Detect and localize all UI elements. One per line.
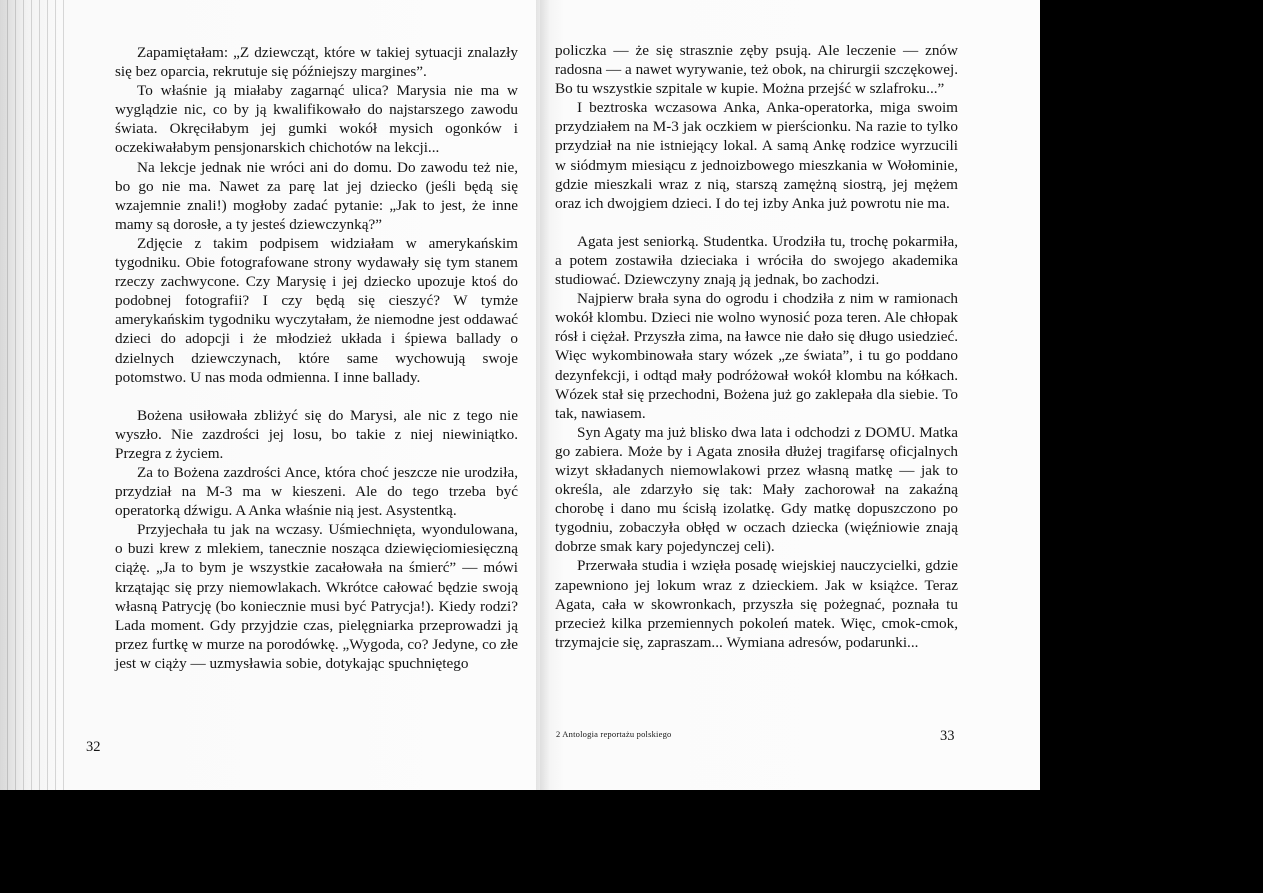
paragraph: Najpierw brała syna do ogrodu i chodziła z nim w ramionach wokół klombu. Dzieci nie wolno wynosić poza teren. Ale chłopak rósł i ciężał. Przyszła zima, na ławce nie dało się długo usiedzieć. Więc wykombinowała stary wózek „ze świata”, i tu go poddano dezynfekcji, i odtąd mały podróżował wokół klombu na kółkach. Wózek stał się przechodni, Bożena już go zaklepała dla siebie. To tak, nawiasem. <box>555 290 958 422</box>
dark-background-bottom <box>0 790 1263 893</box>
paragraph: Na lekcje jednak nie wróci ani do domu. Do zawodu też nie, bo go nie ma. Nawet za parę lat jej dziecko (jeśli będą się wzajemnie znali!) mogłoby zadać pytanie: „Jak to jest, że inne mamy są dorosłe, a ty jesteś dziewczynką?” <box>115 158 518 233</box>
paragraph: Zapamiętałam: „Z dziewcząt, które w takiej sytuacji znalazły się bez oparcia, rekrutuje się późniejszy margines”. <box>115 44 518 81</box>
paragraph: Syn Agaty ma już blisko dwa lata i odchodzi z DOMU. Matka go zabiera. Może by i Agata znosiła dłużej tragifarsę oficjalnych wizyt składanych niemowlakowi przez własną matkę — jak to określa, ale zdarzyło się tak: Mały zachorował na zakaźną chorobę i dano mu ścisłą izolatkę. Gdy matkę dopuszczono po tygodniu, zobaczyła obłęd w oczach dziecka (więźniowie znają dobrze smak kary pojedynczej celi). <box>555 423 958 556</box>
left-text-column <box>115 43 518 673</box>
paragraph: Zdjęcie z takim podpisem widziałam w amerykańskim tygodniku. Obie fotografowane strony wydawały się tym stanem rzeczy zachwycone. Czy Marysię i jej dziecko upozuje ktoś do podobnej fotografii? I czy będą się cieszyć? W tymże amerykańskim tygodniku wyczytałam, że niemodne jest oddawać dzieci do adopcji i że młodzież układa i śpiewa ballady o dzielnych dziewczynach, które same wychowują swoje potomstwo. U nas moda odmienna. I inne ballady. <box>115 234 518 386</box>
paragraph: I beztroska wczasowa Anka, Anka-operatorka, miga swoim przydziałem na M-3 jak oczkiem w pierścionku. Na razie to tylko przydział na nie istniejący lokal. A samą Ankę rodzice wyrzucili w siódmym miesiącu z jednoizbowego mieszkania w Wołominie, gdzie mieszkali wraz z nią, starszą zamężną siostrą, jej mężem oraz ich dwojgiem dzieci. I do tej izby Anka już powrotu nie ma. <box>555 99 958 212</box>
paragraph: Przerwała studia i wzięła posadę wiejskiej nauczycielki, gdzie zapewniono jej lokum wraz z dzieckiem. Jak w książce. Teraz Agata, cała w skowronkach, przyszła się pożegnać, poznała tu przecież kilka przemiennych pokoleń matek. Więc, cmok-cmok, trzymajcie się, zapraszam... Wymiana adresów, podarunki... <box>555 557 958 651</box>
paragraph: To właśnie ją miałaby zagarnąć ulica? Marysia nie ma w wyglądzie nic, co by ją kwalifikowało do najstarszego zawodu świata. Okręciłabym jej gumki wokół mysich ogonków i oczekiwałabym pensjonarskich chichotów na lekcji... <box>115 82 518 157</box>
page-edges <box>0 0 70 802</box>
page-number-left: 32 <box>86 739 101 755</box>
paragraph: Agata jest seniorką. Studentka. Urodziła tu, trochę pokarmiła, a potem zostawiła dzieciaka i wróciła do swojego akademika studiować. Dziewczyny znają ją jednak, bo zachodzi. <box>555 232 958 289</box>
paragraph: Bożena usiłowała zbliżyć się do Marysi, ale nic z tego nie wyszło. Nie zazdrości jej losu, bo takie z niej niewiniątko. Przegra z życiem. <box>115 406 518 462</box>
footer-note: 2 Antologia reportażu polskiego <box>556 729 672 739</box>
paragraph: policzka — że się strasznie zęby psują. Ale leczenie — znów radosna — a nawet wyrywanie, też obok, na chirurgii szczękowej. Bo tu wszystkie szpitale w kupie. Można przejść w szlafroku...” <box>555 42 958 98</box>
dark-background-right <box>1040 0 1263 893</box>
paragraph: Za to Bożena zazdrości Ance, która choć jeszcze nie urodziła, przydział na M-3 ma w kieszeni. Ale do tego trzeba być operatorką dźwigu. A Anka właśnie nią jest. Asystentką. <box>115 463 518 520</box>
page-fold <box>536 0 550 800</box>
right-text-column <box>555 41 958 652</box>
page-number-right: 33 <box>940 728 955 744</box>
paragraph: Przyjechała tu jak na wczasy. Uśmiechnięta, wyondulowana, o buzi krew z mlekiem, tanecznie nosząca dziewięciomiesięczną ciążę. „Ja to bym je wszystkie zacałowała na śmierć” — mówi krzątając się przy niemowlakach. Wkrótce całować będzie swoją własną Patrycję (bo koniecznie musi być Patrycja!). Kiedy rodzi? Lada moment. Gdy przyjdzie czas, pielęgniarka przeprowadzi ją przez furtkę w murze na porodówkę. „Wygoda, co? Jedyne, co złe jest w ciąży — uzmysławia sobie, dotykając spuchniętego <box>115 521 518 672</box>
